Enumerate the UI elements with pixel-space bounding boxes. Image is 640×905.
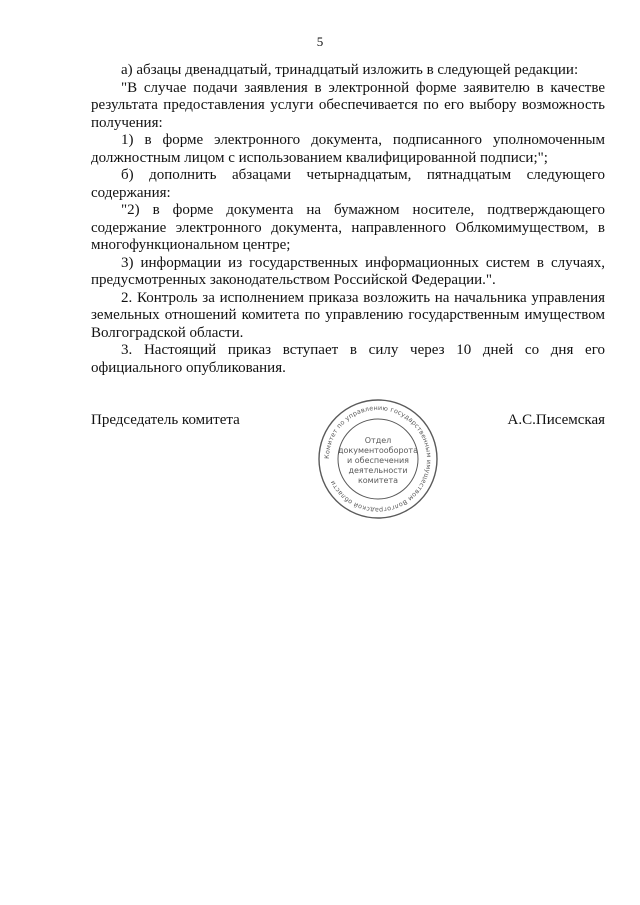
paragraph: "2) в форме документа на бумажном носителе, подтверждающего содержание электронного документа, направленного Облкомимуществом, в многофункциональном центре;	[91, 202, 605, 253]
paragraph: 3) информации из государственных информационных систем в случаях, предусмотренных законодательством Российской Федерации.".	[91, 254, 605, 288]
stamp-line: деятельности	[348, 466, 408, 475]
signer-title: Председатель комитета	[91, 412, 240, 428]
stamp-graphic	[316, 397, 440, 521]
stamp-line: и обеспечения	[347, 456, 409, 465]
paragraph: 2. Контроль за исполнением приказа возложить на начальника управления земельных отношений комитета по управлению государственным имуществом Волгоградской области.	[91, 289, 605, 341]
stamp-line: документооборота	[338, 446, 418, 455]
official-stamp	[316, 397, 440, 521]
stamp-line: Отдел	[364, 436, 392, 445]
document-body	[91, 62, 605, 377]
page-number: 5	[316, 34, 324, 49]
stamp-ring-text: Комитет по управлению государственным имуществом Волгоградской области	[322, 403, 434, 515]
paragraph: "В случае подачи заявления в электронной форме заявителю в качестве результата предоставления услуги обеспечивается по его выбору возможность получения:	[91, 79, 605, 131]
paragraph: а) абзацы двенадцатый, тринадцатый изложить в следующей редакции:	[121, 62, 579, 78]
stamp-line: комитета	[357, 476, 399, 485]
paragraph: 1) в форме электронного документа, подписанного уполномоченным должностным лицом с использованием квалифицированной подписи;";	[91, 132, 605, 166]
stamp-center-text	[338, 436, 418, 485]
paragraph: б) дополнить абзацами четырнадцатым, пятнадцатым следующего содержания:	[91, 167, 605, 201]
paragraph: 3. Настоящий приказ вступает в силу через 10 дней со дня его официального опубликования.	[91, 342, 605, 376]
signer-name: А.С.Писемская	[507, 412, 605, 428]
